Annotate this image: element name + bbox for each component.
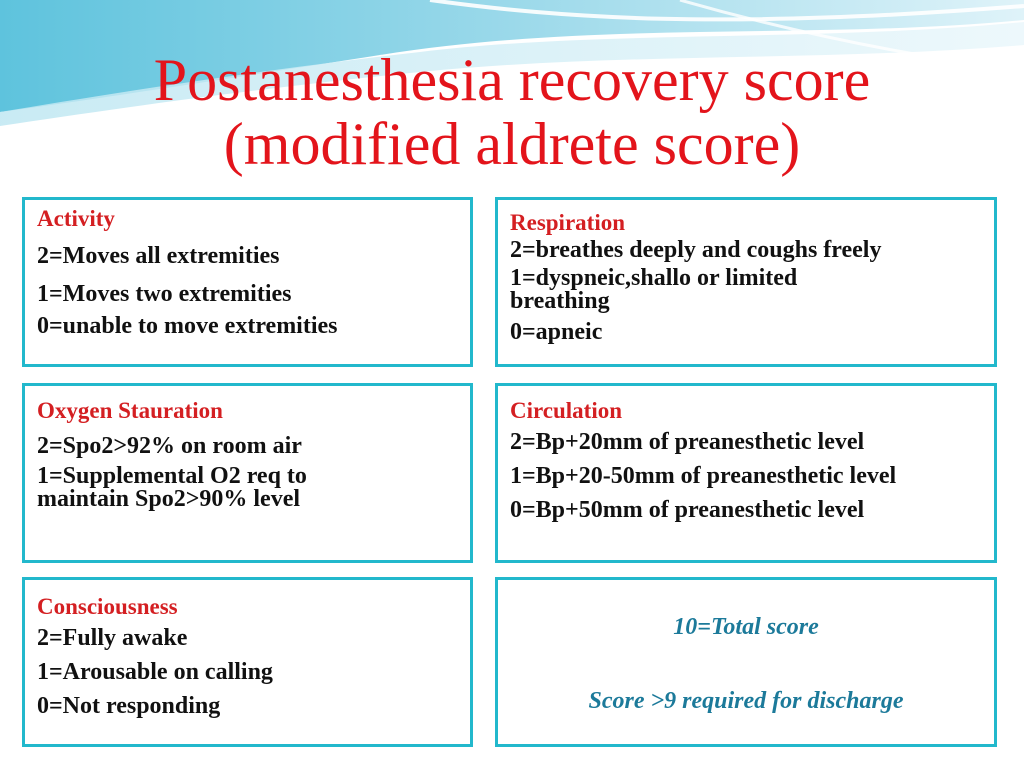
consciousness-box: [22, 577, 473, 747]
consciousness-line: 0=Not responding: [37, 693, 221, 719]
oxygen-line: maintain Spo2>90% level: [37, 486, 301, 512]
slide-title: [0, 48, 1024, 176]
title-line-1: Postanesthesia recovery score: [153, 47, 871, 113]
title-line-2: (modified aldrete score): [223, 111, 801, 177]
total-score-box: [495, 577, 997, 747]
circulation-box: [495, 383, 997, 563]
circulation-line: 0=Bp+50mm of preanesthetic level: [510, 497, 865, 523]
oxygen-heading: Oxygen Stauration: [37, 398, 223, 423]
consciousness-heading: Consciousness: [37, 594, 178, 619]
respiration-line: 1=dyspneic,shallo or limited: [510, 265, 798, 291]
respiration-line: breathing: [510, 288, 610, 314]
activity-line: 2=Moves all extremities: [37, 243, 280, 269]
discharge-requirement-text: Score >9 required for discharge: [588, 688, 904, 714]
circulation-line: 1=Bp+20-50mm of preanesthetic level: [510, 463, 897, 489]
respiration-box: [495, 197, 997, 367]
oxygen-line: 1=Supplemental O2 req to: [37, 463, 307, 489]
circulation-heading: Circulation: [510, 398, 623, 423]
oxygen-line: 2=Spo2>92% on room air: [37, 433, 302, 459]
consciousness-line: 1=Arousable on calling: [37, 659, 273, 685]
respiration-line: 0=apneic: [510, 319, 603, 345]
respiration-heading: Respiration: [510, 210, 625, 235]
oxygen-box: [22, 383, 473, 563]
activity-line: 0=unable to move extremities: [37, 313, 338, 339]
circulation-line: 2=Bp+20mm of preanesthetic level: [510, 429, 865, 455]
consciousness-line: 2=Fully awake: [37, 625, 188, 651]
activity-box: [22, 197, 473, 367]
activity-line: 1=Moves two extremities: [37, 281, 292, 307]
total-score-text: 10=Total score: [673, 614, 819, 640]
activity-heading: Activity: [37, 206, 115, 231]
respiration-line: 2=breathes deeply and coughs freely: [510, 237, 882, 263]
